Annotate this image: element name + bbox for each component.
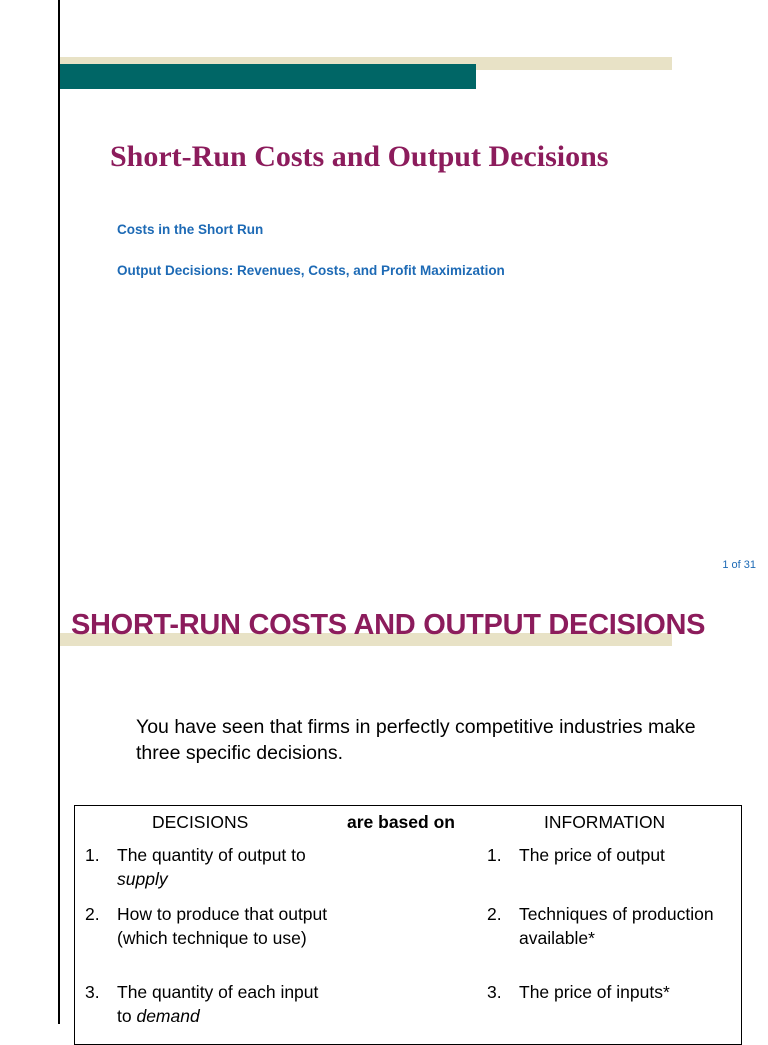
list-number: 2.: [85, 904, 100, 924]
list-text: The quantity of each input to demand: [117, 982, 319, 1026]
header-decisions: DECISIONS: [152, 812, 249, 832]
left-margin-rule: [58, 0, 60, 1024]
list-text: Techniques of production available*: [519, 904, 714, 948]
slide1-title: Short-Run Costs and Output Decisions: [110, 140, 609, 173]
list-text: How to produce that output (which technique to use): [117, 904, 328, 948]
slide2-title: SHORT-RUN COSTS AND OUTPUT DECISIONS: [71, 609, 706, 641]
header-based-on: are based on: [347, 812, 455, 832]
list-number: 2.: [487, 904, 502, 924]
list-number: 1.: [487, 845, 502, 865]
link-output-decisions[interactable]: Output Decisions: Revenues, Costs, and Profit Maximization: [117, 263, 505, 278]
page-number: 1 of 31: [722, 559, 756, 571]
intro-paragraph: You have seen that firms in perfectly competitive industries make three specific decisions.: [136, 716, 696, 764]
list-number: 3.: [487, 982, 502, 1002]
list-text: The price of inputs*: [519, 982, 670, 1002]
header-information: INFORMATION: [544, 812, 666, 832]
list-number: 1.: [85, 845, 100, 865]
link-costs-short-run[interactable]: Costs in the Short Run: [117, 222, 264, 237]
header-band-teal: [60, 64, 476, 89]
list-text: The quantity of output to supply: [117, 845, 306, 889]
list-text: The price of output: [519, 845, 665, 865]
list-number: 3.: [85, 982, 100, 1002]
